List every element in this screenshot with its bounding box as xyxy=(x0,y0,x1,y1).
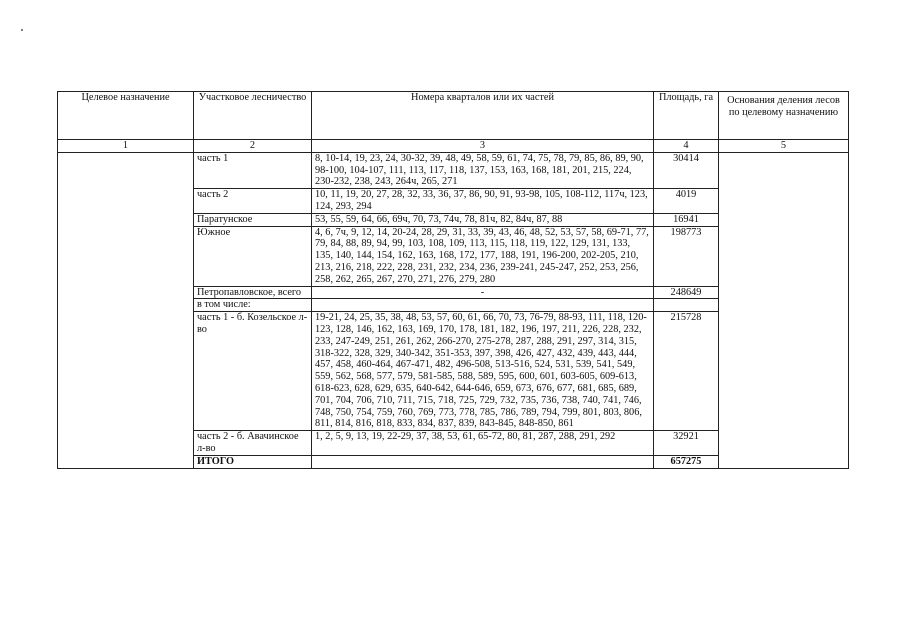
area-cell: 248649 xyxy=(654,286,719,299)
header-forestry: Участковое лесничество xyxy=(194,92,312,140)
quarters-cell: 8, 10-14, 19, 23, 24, 30-32, 39, 48, 49, 58, 59, 61, 74, 75, 78, 79, 85, 86, 89, 90, 98-100, 104-107, 111, 113, 117, 118, 137, 153, 163, 168, 181, 201, 215, 224, 230-232, 238, 243, 264ч, 265, 271 xyxy=(312,152,654,188)
area-cell: 30414 xyxy=(654,152,719,188)
total-area: 657275 xyxy=(654,455,719,468)
basis-cell xyxy=(719,152,849,468)
forestry-cell: часть 2 - б. Авачинское л-во xyxy=(194,431,312,456)
quarters-cell: 10, 11, 19, 20, 27, 28, 32, 33, 36, 37, 86, 90, 91, 93-98, 105, 108-112, 117ч, 123, 124, 293, 294 xyxy=(312,189,654,214)
area-cell: 4019 xyxy=(654,189,719,214)
column-number-row xyxy=(58,140,849,153)
forestry-cell: часть 1 - б. Козельское л-во xyxy=(194,312,312,431)
forestry-cell: Южное xyxy=(194,226,312,286)
forestry-cell: Паратунское xyxy=(194,213,312,226)
header-row xyxy=(58,92,849,140)
forest-quarters-table xyxy=(57,91,849,469)
forestry-cell: Петропавловское, всего xyxy=(194,286,312,299)
column-number: 5 xyxy=(719,140,849,153)
total-quarters-cell xyxy=(312,455,654,468)
forestry-cell: в том числе: xyxy=(194,299,312,312)
total-label: ИТОГО xyxy=(194,455,312,468)
table-row xyxy=(58,152,849,188)
area-cell xyxy=(654,299,719,312)
header-basis: Основания деления лесов по целевому назначению xyxy=(719,92,849,140)
scan-speck xyxy=(21,29,23,31)
header-purpose: Целевое назначение xyxy=(58,92,194,140)
area-cell: 198773 xyxy=(654,226,719,286)
forestry-cell: часть 2 xyxy=(194,189,312,214)
column-number: 3 xyxy=(312,140,654,153)
header-quarters: Номера кварталов или их частей xyxy=(312,92,654,140)
column-number: 1 xyxy=(58,140,194,153)
quarters-cell: 19-21, 24, 25, 35, 38, 48, 53, 57, 60, 61, 66, 70, 73, 76-79, 88-93, 111, 118, 120-123, 128, 146, 162, 163, 169, 170, 178, 181, 182, 196, 197, 211, 226, 228, 232, 233, 247-249, 251, 261, 262, 266-270, 275-278, 287, 288, 291, 297, 314, 315, 318-322, 328, 329, 340-342, 351-353, 397, 398, 426, 427, 432, 439, 443, 444, 457, 458, 460-464, 467-471, 482, 496-508, 513-516, 524, 531, 539, 541, 549, 559, 562, 568, 577, 579, 581-585, 588, 589, 595, 600, 601, 603-605, 609-613, 618-623, 628, 629, 635, 640-642, 644-646, 659, 673, 676, 677, 681, 685, 689, 701, 704, 706, 710, 711, 715, 718, 725, 729, 732, 735, 736, 738, 740, 741, 746, 748, 750, 754, 759, 760, 769, 773, 778, 785, 786, 789, 794, 799, 801, 803, 806, 811, 814, 816, 818, 833, 834, 837, 839, 843-845, 848-850, 861 xyxy=(312,312,654,431)
forestry-cell: часть 1 xyxy=(194,152,312,188)
column-number: 4 xyxy=(654,140,719,153)
quarters-cell: 4, 6, 7ч, 9, 12, 14, 20-24, 28, 29, 31, 33, 39, 43, 46, 48, 52, 53, 57, 58, 69-71, 77, 79, 84, 88, 89, 94, 99, 103, 108, 109, 113, 115, 118, 119, 122, 129, 131, 133, 135, 140, 144, 154, 162, 163, 168, 172, 177, 188, 191, 196-200, 202-205, 210, 213, 216, 218, 222, 228, 231, 232, 234, 236, 239-241, 245-247, 252, 253, 256, 258, 262, 265, 267, 270, 271, 276, 279, 280 xyxy=(312,226,654,286)
quarters-cell: 1, 2, 5, 9, 13, 19, 22-29, 37, 38, 53, 61, 65-72, 80, 81, 287, 288, 291, 292 xyxy=(312,431,654,456)
area-cell: 215728 xyxy=(654,312,719,431)
area-cell: 32921 xyxy=(654,431,719,456)
quarters-cell: - xyxy=(312,286,654,299)
quarters-cell: 53, 55, 59, 64, 66, 69ч, 70, 73, 74ч, 78, 81ч, 82, 84ч, 87, 88 xyxy=(312,213,654,226)
area-cell: 16941 xyxy=(654,213,719,226)
quarters-cell xyxy=(312,299,654,312)
purpose-cell xyxy=(58,152,194,468)
column-number: 2 xyxy=(194,140,312,153)
header-area: Площадь, га xyxy=(654,92,719,140)
